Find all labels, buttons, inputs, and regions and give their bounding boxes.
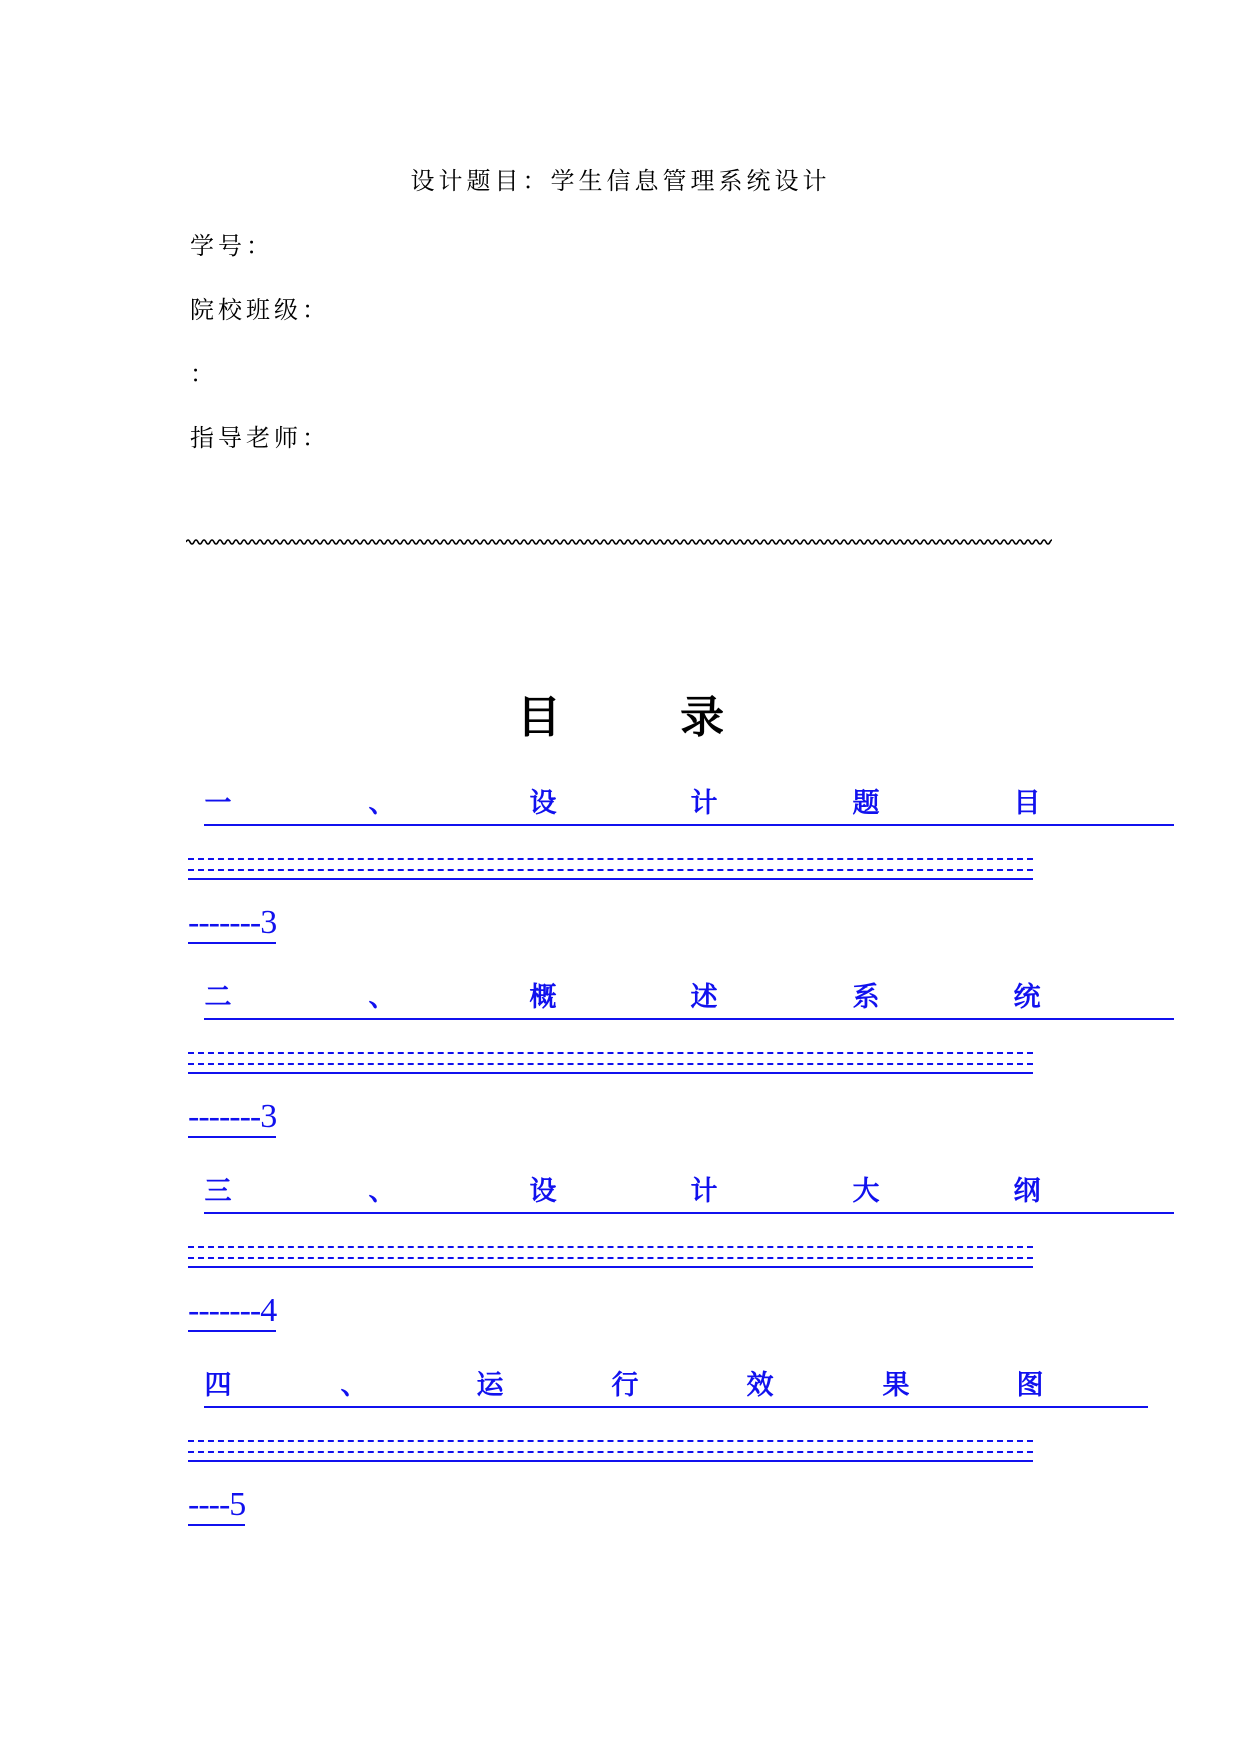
toc-char: 运 — [476, 1370, 504, 1401]
toc-char: 概 — [529, 982, 557, 1013]
class-label: 院校班级： — [190, 296, 330, 324]
toc-page-number[interactable]: ----5 — [188, 1486, 245, 1526]
toc-char: 大 — [852, 1176, 880, 1207]
toc-char: 设 — [529, 1176, 557, 1207]
toc-entry-system-overview[interactable] — [0, 978, 1241, 1178]
toc-page-number[interactable]: -------3 — [188, 904, 276, 944]
toc-char: 目 — [1013, 788, 1041, 819]
toc-page-number[interactable]: -------4 — [188, 1292, 276, 1332]
toc-char: 、 — [340, 1370, 368, 1401]
toc-char: 述 — [690, 982, 718, 1013]
toc-char: 纲 — [1013, 1176, 1041, 1207]
toc-char: 计 — [690, 788, 718, 819]
toc-entry-title[interactable] — [204, 784, 1174, 826]
advisor-label: 指导老师： — [190, 424, 330, 452]
toc-char: 设 — [529, 788, 557, 819]
toc-char: 效 — [746, 1370, 774, 1401]
design-title: 设计题目：学生信息管理系统设计 — [410, 167, 831, 195]
toc-char: 计 — [690, 1176, 718, 1207]
toc-leader[interactable] — [188, 1036, 1033, 1074]
toc-entry-design-topic[interactable] — [0, 784, 1241, 984]
toc-char: 三 — [204, 1176, 232, 1207]
toc-char: 一 — [204, 788, 232, 819]
toc-entry-title[interactable] — [204, 1172, 1174, 1214]
toc-entry-design-outline[interactable] — [0, 1172, 1241, 1372]
toc-char: 图 — [1016, 1370, 1044, 1401]
toc-char: 果 — [882, 1370, 910, 1401]
toc-char: 行 — [611, 1370, 639, 1401]
toc-char: 二 — [204, 982, 232, 1013]
toc-heading: 目 录 — [516, 692, 777, 743]
student-id-label: 学号： — [190, 232, 274, 260]
toc-char: 系 — [852, 982, 880, 1013]
toc-entry-title[interactable] — [204, 1366, 1148, 1408]
toc-char: 、 — [368, 982, 396, 1013]
wavy-divider — [186, 535, 1052, 549]
toc-char: 题 — [852, 788, 880, 819]
toc-leader[interactable] — [188, 1230, 1033, 1268]
toc-char: 四 — [204, 1370, 232, 1401]
toc-entry-result-screenshots[interactable] — [0, 1366, 1241, 1566]
toc-leader[interactable] — [188, 842, 1033, 880]
toc-char: 统 — [1013, 982, 1041, 1013]
toc-page-number[interactable]: -------3 — [188, 1098, 276, 1138]
name-label: ： — [190, 360, 218, 388]
toc-leader[interactable] — [188, 1424, 1033, 1462]
toc-entry-title[interactable] — [204, 978, 1174, 1020]
toc-char: 、 — [368, 1176, 396, 1207]
toc-char: 、 — [368, 788, 396, 819]
